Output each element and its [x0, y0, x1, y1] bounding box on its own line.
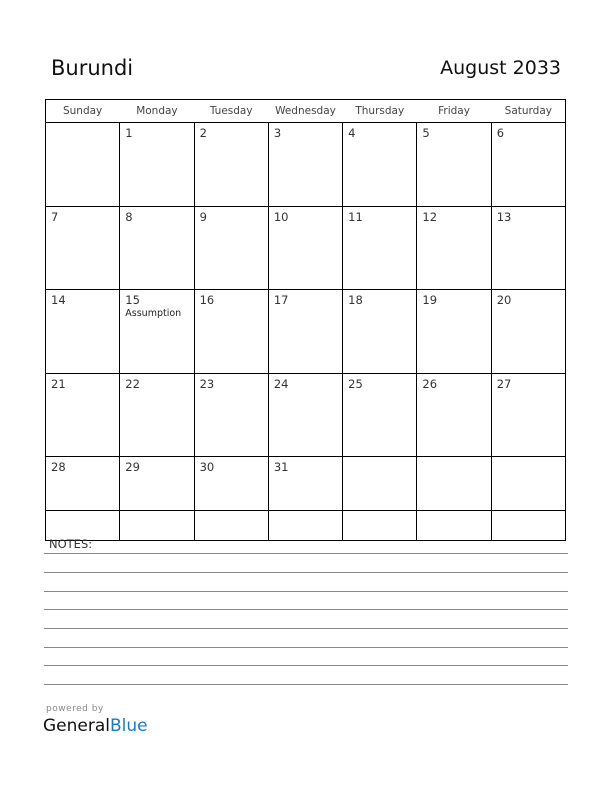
- notes-line: [44, 609, 568, 610]
- notes-line: [44, 628, 568, 629]
- day-number: 7: [51, 209, 59, 224]
- day-cell: [120, 206, 194, 290]
- logo-general: General: [43, 716, 110, 736]
- generalblue-logo[interactable]: [43, 716, 148, 736]
- day-cell: [268, 373, 342, 457]
- day-number: 11: [348, 209, 363, 224]
- day-cell: [343, 206, 417, 290]
- weekday-header-row: [46, 99, 566, 123]
- day-number: 31: [273, 460, 289, 475]
- week-row: [46, 373, 566, 457]
- day-cell: [491, 290, 565, 374]
- day-number: 19: [422, 293, 438, 308]
- day-number: 9: [199, 209, 207, 224]
- day-number: 16: [199, 293, 215, 308]
- day-number: 13: [496, 209, 512, 224]
- day-number: 29: [125, 460, 140, 475]
- day-cell: [417, 457, 491, 541]
- week-row: [46, 206, 566, 290]
- weekday-header-sunday: Sunday: [46, 99, 120, 123]
- day-cell: [46, 206, 120, 290]
- day-number: 14: [51, 293, 66, 308]
- weekday-header-monday: Monday: [120, 99, 194, 123]
- day-number: 17: [273, 293, 289, 308]
- day-number: 25: [348, 376, 363, 391]
- day-cell: [343, 290, 417, 374]
- day-cell: [194, 457, 268, 541]
- day-cell: [417, 123, 491, 207]
- day-cell: [194, 373, 268, 457]
- day-number: 27: [496, 376, 512, 391]
- month-year-title: August 2033: [440, 57, 561, 79]
- day-cell: [343, 373, 417, 457]
- day-number: 28: [51, 460, 66, 475]
- day-number: 10: [273, 209, 289, 224]
- day-cell: [417, 206, 491, 290]
- day-cell: [46, 373, 120, 457]
- day-cell: [46, 457, 120, 541]
- weekday-header-friday: Friday: [417, 99, 491, 123]
- day-cell: [120, 290, 194, 374]
- day-number: 8: [125, 209, 133, 224]
- weekday-header-wednesday: Wednesday: [268, 99, 342, 123]
- day-number: 1: [125, 126, 133, 140]
- day-cell: [194, 290, 268, 374]
- weekday-header-saturday: Saturday: [491, 99, 565, 123]
- day-cell: [491, 123, 565, 207]
- notes-line: [44, 647, 568, 648]
- day-number: 6: [496, 126, 505, 140]
- day-number: 15: [125, 293, 140, 308]
- calendar-grid: [45, 99, 566, 541]
- notes-line: [44, 591, 568, 592]
- day-cell: [343, 457, 417, 541]
- notes-line: [44, 665, 568, 666]
- day-cell: [268, 290, 342, 374]
- week-row: [46, 290, 566, 374]
- day-cell: [120, 373, 194, 457]
- notes-line: [44, 553, 568, 554]
- day-cell: [491, 373, 565, 457]
- day-cell: [120, 457, 194, 541]
- day-number: 3: [273, 126, 282, 140]
- day-cell: [194, 123, 268, 207]
- day-number: 2: [199, 126, 207, 140]
- notes-line: [44, 572, 568, 573]
- day-number: 18: [348, 293, 363, 308]
- week-row: [46, 457, 566, 541]
- day-number: 23: [199, 376, 215, 391]
- day-cell: [343, 123, 417, 207]
- weekday-header-thursday: Thursday: [343, 99, 417, 123]
- day-cell: [46, 290, 120, 374]
- day-cell: [417, 290, 491, 374]
- day-cell: [491, 206, 565, 290]
- day-cell: [268, 206, 342, 290]
- day-number: 5: [422, 126, 430, 140]
- day-number: 12: [422, 209, 438, 224]
- day-number: 4: [348, 126, 356, 140]
- country-title: Burundi: [51, 56, 134, 80]
- notes-line: [44, 684, 568, 685]
- day-number: 30: [199, 460, 215, 475]
- week-row: [46, 123, 566, 207]
- day-cell: [417, 373, 491, 457]
- powered-by-text: powered by: [46, 704, 104, 714]
- day-cell: [268, 457, 342, 541]
- holiday-label: Assumption: [125, 308, 182, 320]
- day-number: 26: [422, 376, 438, 391]
- day-cell: [491, 457, 565, 541]
- day-cell: [268, 123, 342, 207]
- day-number: 20: [496, 293, 512, 308]
- day-number: 24: [273, 376, 289, 391]
- day-number: 21: [51, 376, 66, 391]
- logo-blue: Blue: [110, 716, 148, 736]
- day-cell: [46, 123, 120, 207]
- weekday-header-tuesday: Tuesday: [194, 99, 268, 123]
- day-cell: [194, 206, 268, 290]
- day-number: 22: [125, 376, 140, 391]
- day-cell: [120, 123, 194, 207]
- notes-label: NOTES:: [49, 537, 93, 551]
